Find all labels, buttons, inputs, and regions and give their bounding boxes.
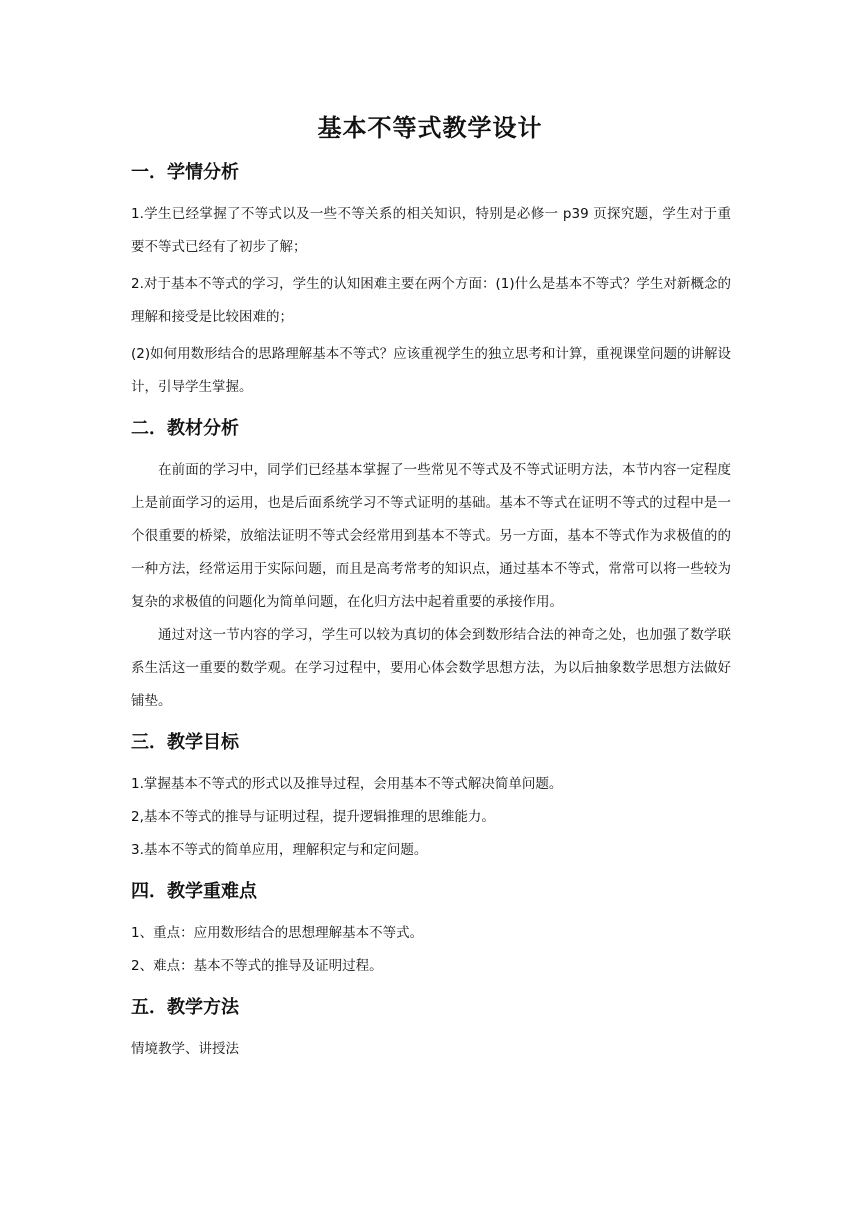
section-heading: 一．学情分析 xyxy=(131,162,239,183)
section-teaching-methods xyxy=(131,991,731,1066)
paragraph: 1.掌握基本不等式的形式以及推导过程，会用基本不等式解决简单问题。 xyxy=(131,776,563,792)
section-heading: 五．教学方法 xyxy=(131,997,239,1018)
document-title: 基本不等式教学设计 xyxy=(317,113,543,142)
section-textbook-analysis xyxy=(131,412,731,718)
paragraph: 1、重点：应用数形结合的思想理解基本不等式。 xyxy=(131,925,424,941)
paragraph: (2)如何用数形结合的思路理解基本不等式？应该重视学生的独立思考和计算，重视课堂问题的讲解设计，引导学生掌握。 xyxy=(131,346,731,395)
paragraph: 2.对于基本不等式的学习，学生的认知困难主要在两个方面：(1)什么是基本不等式？学生对新概念的理解和接受是比较困难的； xyxy=(131,276,731,325)
document-body xyxy=(131,156,731,1066)
paragraph: 1.学生已经掌握了不等式以及一些不等关系的相关知识，特别是必修一 p39 页探究题，学生对于重要不等式已经有了初步了解； xyxy=(131,206,731,255)
section-learner-analysis xyxy=(131,156,731,404)
paragraph: 情境教学、讲授法 xyxy=(131,1041,239,1057)
paragraph: 2,基本不等式的推导与证明过程，提升逻辑推理的思维能力。 xyxy=(131,809,495,825)
section-heading: 三．教学目标 xyxy=(131,732,239,753)
paragraph: 在前面的学习中，同学们已经基本掌握了一些常见不等式及不等式证明方法，本节内容一定程度上是前面学习的运用，也是后面系统学习不等式证明的基础。基本不等式在证明不等式的过程中是一个很重要的桥梁，放缩法证明不等式会经常用到基本不等式。另一方面，基本不等式作为求极值的的一种方法，经常运用于实际问题，而且是高考常考的知识点，通过基本不等式，常常可以将一些较为复杂的求极值的问题化为简单问题，在化归方法中起着重要的承接作用。 xyxy=(131,462,731,610)
paragraph: 2、难点：基本不等式的推导及证明过程。 xyxy=(131,958,383,974)
section-heading: 二．教材分析 xyxy=(131,418,239,439)
paragraph: 通过对这一节内容的学习，学生可以较为真切的体会到数形结合法的神奇之处，也加强了数学联系生活这一重要的数学观。在学习过程中，要用心体会数学思想方法，为以后抽象数学思想方法做好铺垫。 xyxy=(131,627,731,709)
section-key-difficult-points xyxy=(131,875,731,983)
paragraph: 3.基本不等式的简单应用，理解积定与和定问题。 xyxy=(131,842,428,858)
section-teaching-goals xyxy=(131,726,731,867)
section-heading: 四．教学重难点 xyxy=(131,881,257,902)
